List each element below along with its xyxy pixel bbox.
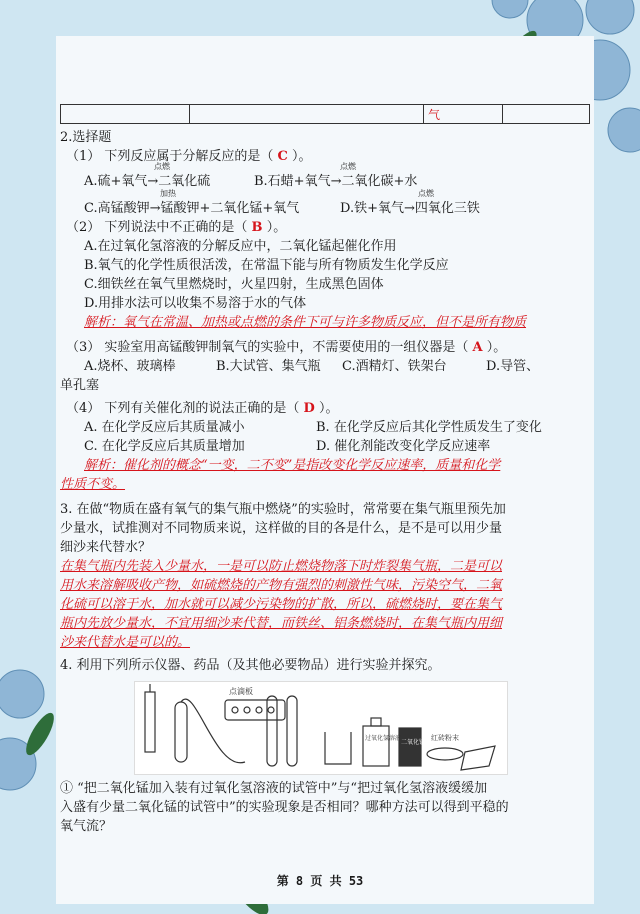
- q2-s2-optC: C.细铁丝在氧气里燃烧时，火星四射，生成黑色固体: [84, 277, 384, 292]
- q3-line3: 细沙来代替水？: [60, 540, 152, 555]
- document-content: [60, 128, 592, 836]
- q4-sub1: ① “把二氧化锰加入装有过氧化氢溶液的试管中”与“把过氧化氢溶液缓缓加: [60, 781, 488, 796]
- q2-s3-stem: （3） 实验室用高锰酸钾制氧气的实验中，不需要使用的一组仪器是（ A ）。: [66, 340, 507, 355]
- q2-s4-explain-cont: 性质不变。: [60, 477, 126, 492]
- page-footer: 第 8 页 共 53: [276, 874, 364, 888]
- q2-s1-optA: 点燃 A.硫+氧气→二氧化硫: [84, 162, 211, 189]
- q4-line1: 4. 利用下列所示仪器、药品（及其他必要物品）进行实验并探究。: [60, 658, 441, 673]
- fig-label-plate: 点滴板: [229, 687, 253, 696]
- q2-s1-optC: 加热 C.高锰酸钾→锰酸钾+二氧化锰+氧气: [84, 189, 300, 216]
- q3-answer-5: 沙来代替水是可以的。: [60, 635, 191, 650]
- q2-s2-explain: 解析：氧气在常温、加热或点燃的条件下可与许多物质反应，但不是所有物质: [84, 315, 527, 330]
- q2-s1-optD: 点燃 D.铁+氧气→四氧化三铁: [340, 189, 480, 216]
- q2-s3-optD-cont: 单孔塞: [60, 378, 100, 393]
- fig-label-h2o2: 过氧化氢溶液: [365, 735, 402, 742]
- apparatus-drawing: [135, 682, 507, 774]
- q2-s4-optB: B. 在化学反应后其化学性质发生了变化: [316, 420, 542, 435]
- table-cell: 气: [424, 105, 503, 124]
- q2-s4-optC: C. 在化学反应后其质量增加: [84, 439, 245, 454]
- q2-s3-optA: A.烧杯、玻璃棒: [84, 359, 176, 374]
- q2-s1-answer: C: [277, 149, 288, 164]
- q2-s1-optB: 点燃 B.石蜡+氧气→二氧化碳+水: [254, 162, 418, 189]
- q3-answer-1: 在集气瓶内先装入少量水，一是可以防止燃烧物落下时炸裂集气瓶，二是可以: [60, 559, 503, 574]
- q3-answer-2: 用水来溶解吸收产物，如硫燃烧的产物有强烈的刺激性气味，污染空气，二氧: [60, 578, 503, 593]
- fig-label-mno2: 二氧化锰: [401, 739, 426, 746]
- q4-sub2: 入盛有少量二氧化锰的试管中”的实验现象是否相同？哪种方法可以得到平稳的: [60, 800, 509, 815]
- q2-s3-optC: C.酒精灯、铁架台: [342, 359, 447, 374]
- q2-s2-stem: （2） 下列说法中不正确的是（ B ）。: [66, 220, 287, 235]
- q3-answer-4: 瓶内先放少量水，不宜用细沙来代替，而铁丝、铝条燃烧时，在集气瓶内用细: [60, 616, 503, 631]
- q2-s3-optB: B.大试管、集气瓶: [216, 359, 321, 374]
- q2-heading: 2.选择题: [60, 130, 112, 145]
- q2-s2-optD: D.用排水法可以收集不易溶于水的气体: [84, 296, 307, 311]
- q3-answer-3: 化硫可以溶于水，加水就可以减少污染物的扩散，所以，硫燃烧时，要在集气: [60, 597, 503, 612]
- fig-label-brick: 红砖粉末: [431, 734, 459, 742]
- q3-line2: 少量水，试推测对不同物质来说，这样做的目的各是什么，是不是可以用少量: [60, 521, 503, 536]
- q2-s4-stem: （4） 下列有关催化剂的说法正确的是（ D ）。: [66, 401, 339, 416]
- q2-s1-stem: （1） 下列反应属于分解反应的是（ C ）。: [66, 149, 312, 164]
- apparatus-figure: [134, 681, 508, 775]
- q3-line1: 3. 在做“物质在盛有氧气的集气瓶中燃烧”的实验时，常常要在集气瓶里预先加: [60, 502, 506, 517]
- q2-s4-optA: A. 在化学反应后其质量减小: [84, 420, 245, 435]
- answer-table: [60, 104, 590, 124]
- q4-sub3: 氧气流？: [60, 819, 113, 834]
- q2-s2-optA: A.在过氧化氢溶液的分解反应中，二氧化锰起催化作用: [84, 239, 397, 254]
- q2-s4-optD: D. 催化剂能改变化学反应速率: [316, 439, 491, 454]
- q2-s2-optB: B.氧气的化学性质很活泼，在常温下能与所有物质发生化学反应: [84, 258, 449, 273]
- q2-s3-optD: D.导管、: [486, 359, 540, 374]
- q2-s4-explain: 解析：催化剂的概念“一变，二不变”是指改变化学反应速率，质量和化学: [84, 458, 501, 473]
